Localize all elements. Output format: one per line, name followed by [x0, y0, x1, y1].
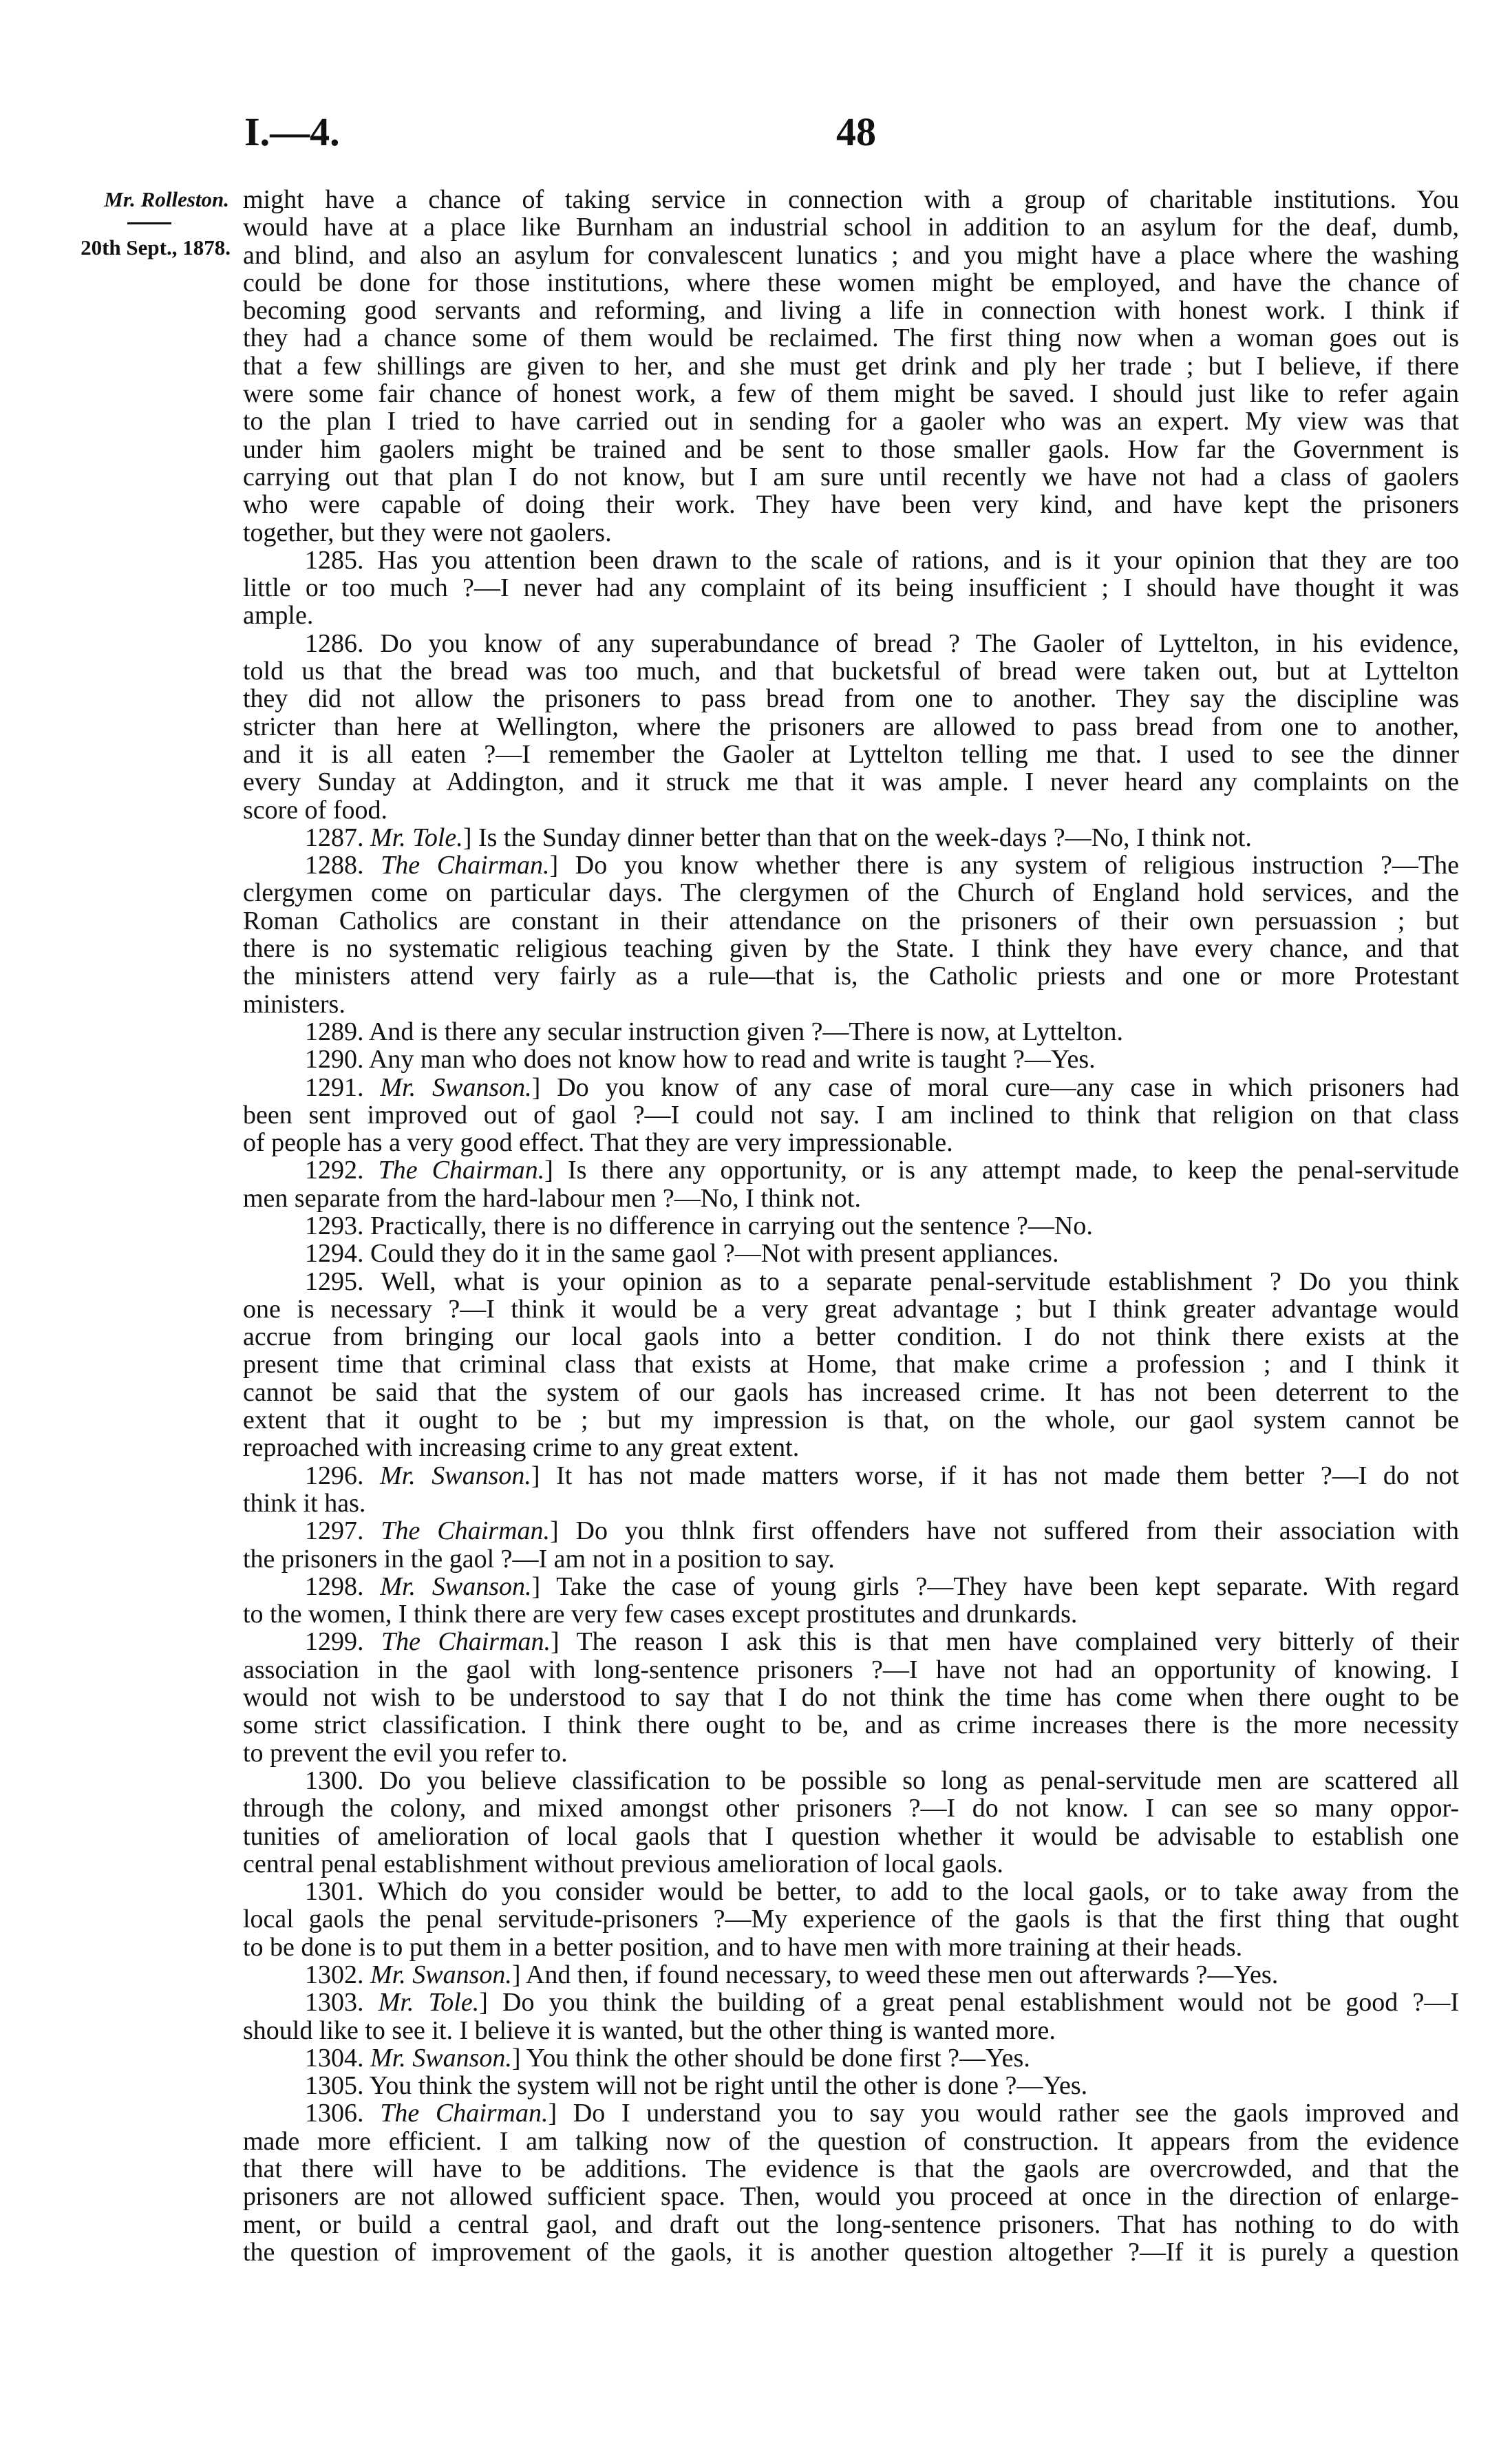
text-line: [243, 1046, 1459, 1073]
text-line: [243, 1434, 1459, 1461]
question-1306: [243, 2099, 1459, 2266]
question-number: 1286.: [305, 629, 364, 658]
text-line: [243, 1074, 1459, 1101]
text-line: [243, 851, 1459, 879]
text-line: [243, 630, 1459, 657]
line-text: prisoners are not allowed sufficient space. Then, would you proceed at once in the direction of enlarge-: [243, 2183, 1459, 2211]
line-text: stricter than here at Wellington, where the prisoners are allowed to pass bread from one to another,: [243, 712, 1459, 741]
line-text: to the women, I think there are very few cases except prostitutes and drunkards.: [243, 1600, 1078, 1629]
line-text: Roman Catholics are constant in their attendance on the prisoners of their own persuassion ; but: [243, 907, 1459, 935]
line-text: ] Do you know of any case of moral cure—any case in which prisoners had: [531, 1073, 1459, 1101]
line-text: ] It has not made matters worse, if it has not made them better ?—I do not: [531, 1461, 1459, 1490]
question-number: 1303.: [305, 1989, 364, 2017]
text-line: [243, 1878, 1459, 1905]
text-line: [243, 602, 1459, 629]
text-line: [243, 1379, 1459, 1406]
question-1285: [243, 547, 1459, 630]
line-text: the prisoners in the gaol ?—I am not in a position to say.: [243, 1545, 835, 1573]
line-text: made more efficient. I am talking now of the question of construction. It appears from the evidence: [243, 2127, 1459, 2156]
line-text: Practically, there is no difference in carrying out the sentence ?—No.: [370, 1211, 1093, 1240]
text-line: [243, 2183, 1459, 2210]
question-1297: [243, 1517, 1459, 1573]
text-line: [243, 1517, 1459, 1545]
text-line: [243, 685, 1459, 712]
text-line: [243, 824, 1459, 851]
line-text: becoming good servants and reforming, and living a life in connection with honest work. I think if: [243, 297, 1459, 325]
margin-date: 20th Sept., 1878.: [81, 235, 231, 259]
question-1287: [243, 824, 1459, 851]
question-number: 1298.: [305, 1572, 364, 1601]
line-text: Could they do it in the same gaol ?—Not with present appliances.: [370, 1240, 1059, 1268]
question-number: 1293.: [305, 1211, 364, 1240]
text-line: [243, 2238, 1459, 2266]
margin-divider: [127, 222, 171, 224]
text-line: [243, 1739, 1459, 1767]
line-text: And is there any secular instruction given ?—There is now, at Lyttelton.: [368, 1017, 1123, 1046]
line-text: ] Do I understand you to say you would rather see the gaols improved and: [548, 2099, 1459, 2128]
line-text: to be done is to put them in a better position, and to have men with more training at their heads.: [243, 1933, 1243, 1961]
text-line: [243, 269, 1459, 297]
question-number: 1288.: [305, 851, 364, 880]
speaker-name: Mr. Swanson.: [380, 1073, 532, 1101]
text-line: [243, 2017, 1459, 2044]
question-number: 1296.: [305, 1461, 364, 1490]
speaker-name: Mr. Swanson.: [370, 2044, 512, 2073]
speaker-name: The Chairman.: [381, 1517, 550, 1545]
text-line: [243, 2072, 1459, 2099]
text-line: [243, 1323, 1459, 1350]
question-number: 1291.: [305, 1073, 364, 1101]
text-line: [243, 352, 1459, 380]
question-number: 1285.: [305, 546, 364, 575]
text-line: [243, 1628, 1459, 1655]
line-text: extent that it ought to be ; but my impression is that, on the whole, our gaol system cannot be: [243, 1406, 1459, 1434]
text-line: [243, 1794, 1459, 1822]
margin-witness-name: Mr. Rolleston.: [104, 187, 229, 211]
line-text: reproached with increasing crime to any great extent.: [243, 1434, 800, 1462]
question-1286: [243, 630, 1459, 824]
text-line: [243, 491, 1459, 518]
line-text: the ministers attend very fairly as a rule—that is, the Catholic priests and one or more Protestant: [243, 962, 1459, 991]
line-text: ] Do you thlnk first offenders have not suffered from their association with: [549, 1517, 1459, 1545]
line-text: there is no systematic religious teaching given by the State. I think they have every chance, and that: [243, 935, 1459, 963]
line-text: under him gaolers might be trained and be sent to those smaller gaols. How far the Government is: [243, 435, 1459, 463]
speaker-name: Mr. Swanson.: [380, 1461, 531, 1490]
speaker-name: The Chairman.: [381, 851, 550, 880]
line-text: Any man who does not know how to read and write is taught ?—Yes.: [368, 1046, 1096, 1074]
document-body: [243, 186, 1459, 2266]
line-text: through the colony, and mixed amongst other prisoners ?—I do not know. I can see so many oppor-: [243, 1794, 1459, 1823]
question-1302: [243, 1961, 1459, 1989]
text-line: [243, 962, 1459, 990]
question-1291: [243, 1074, 1459, 1157]
text-line: [243, 1129, 1459, 1156]
text-line: [243, 242, 1459, 269]
question-1288: [243, 851, 1459, 1018]
line-text: ] Is there any opportunity, or is any attempt made, to keep the penal-servitude: [544, 1156, 1459, 1185]
text-line: [243, 519, 1459, 547]
line-text: Which do you consider would be better, to add to the local gaols, or to take away from the: [377, 1878, 1459, 1906]
text-line: [243, 1600, 1459, 1628]
line-text: would not wish to be understood to say that I do not think the time has come when there ought to be: [243, 1684, 1459, 1712]
text-line: [243, 741, 1459, 768]
line-text: present time that criminal class that exists at Home, that make crime a profession ; and I think it: [243, 1350, 1459, 1379]
question-1303: [243, 1989, 1459, 2044]
line-text: and it is all eaten ?—I remember the Gaoler at Lyttelton telling me that. I used to see the dinner: [243, 740, 1459, 769]
speaker-name: The Chairman.: [381, 1628, 551, 1656]
text-line: [243, 1934, 1459, 1961]
line-text: that a few shillings are given to her, and she must get drink and ply her trade ; but I believe, if there: [243, 352, 1459, 381]
question-number: 1305.: [305, 2072, 364, 2100]
text-line: [243, 1240, 1459, 1267]
text-line: [243, 380, 1459, 407]
text-line: [243, 1823, 1459, 1850]
question-1295: [243, 1268, 1459, 1462]
question-1301: [243, 1878, 1459, 1961]
text-line: [243, 1295, 1459, 1323]
text-line: [243, 407, 1459, 435]
line-text: ment, or build a central gaol, and draft out the long-sentence prisoners. That has nothing to do with: [243, 2210, 1459, 2238]
line-text: accrue from bringing our local gaols into a better condition. I do not think there exists at the: [243, 1323, 1459, 1351]
line-text: could be done for those institutions, where these women might be employed, and have the chance of: [243, 268, 1459, 297]
question-number: 1301.: [305, 1878, 364, 1906]
speaker-name: Mr. Swanson.: [380, 1572, 532, 1601]
question-number: 1292.: [305, 1156, 364, 1185]
question-number: 1295.: [305, 1267, 364, 1295]
speaker-name: Mr. Swanson.: [370, 1961, 512, 1989]
question-1299: [243, 1628, 1459, 1766]
line-text: they did not allow the prisoners to pass bread from one to another. They say the discipline was: [243, 685, 1459, 713]
question-number: 1306.: [305, 2099, 364, 2128]
text-line: [243, 935, 1459, 962]
line-text: local gaols the penal servitude-prisoners ?—My experience of the gaols is that the first thing that ought: [243, 1905, 1459, 1934]
question-1300: [243, 1767, 1459, 1878]
line-text: clergymen come on particular days. The clergymen of the Church of England hold services, and the: [243, 879, 1459, 907]
text-line: [243, 1961, 1459, 1989]
text-line: [243, 796, 1459, 824]
speaker-name: Mr. Tole.: [370, 823, 463, 852]
line-text: Has you attention been drawn to the scale of rations, and is it your opinion that they are too: [377, 546, 1459, 575]
line-text: should like to see it. I believe it is wanted, but the other thing is wanted more.: [243, 2016, 1056, 2044]
text-line: [243, 1101, 1459, 1129]
text-line: [243, 1185, 1459, 1212]
text-line: [243, 879, 1459, 907]
question-1298: [243, 1573, 1459, 1629]
line-text: were some fair chance of honest work, a few of them might be saved. I should just like to refer again: [243, 380, 1459, 408]
speaker-name: Mr. Tole.: [378, 1989, 480, 2017]
text-line: [243, 324, 1459, 352]
text-line: [243, 186, 1459, 213]
text-line: [243, 1018, 1459, 1046]
line-text: ] Take the case of young girls ?—They have been kept separate. With regard: [531, 1572, 1459, 1601]
text-line: [243, 2155, 1459, 2183]
text-line: [243, 297, 1459, 324]
text-line: [243, 1711, 1459, 1739]
line-text: ] Do you think the building of a great penal establishment would not be good ?—I: [479, 1989, 1459, 2017]
text-line: [243, 1905, 1459, 1933]
line-text: would have at a place like Burnham an industrial school in addition to an asylum for the deaf, dumb,: [243, 213, 1459, 242]
line-text: some strict classification. I think there ought to be, and as crime increases there is the more necessity: [243, 1711, 1459, 1739]
text-line: [243, 2211, 1459, 2238]
text-line: [243, 1656, 1459, 1684]
line-text: ] And then, if found necessary, to weed these men out afterwards ?—Yes.: [511, 1961, 1279, 1989]
line-text: the question of improvement of the gaols, it is another question altogether ?—If it is purely a question: [243, 2238, 1459, 2267]
text-line: [243, 1490, 1459, 1517]
line-text: ] Is the Sunday dinner better than that on the week-days ?—No, I think not.: [462, 823, 1252, 852]
paragraph-continued: [243, 186, 1459, 547]
line-text: been sent improved out of gaol ?—I could not say. I am inclined to think that religion on that class: [243, 1101, 1459, 1130]
line-text: association in the gaol with long-sentence prisoners ?—I have not had an opportunity of knowing. I: [243, 1655, 1459, 1684]
question-1293: [243, 1212, 1459, 1240]
text-line: [243, 2099, 1459, 2127]
question-1305: [243, 2072, 1459, 2099]
text-line: [243, 1989, 1459, 2016]
question-1292: [243, 1156, 1459, 1212]
line-text: men separate from the hard-labour men ?—No, I think not.: [243, 1184, 861, 1212]
text-line: [243, 907, 1459, 935]
line-text: every Sunday at Addington, and it struck me that it was ample. I never heard any complaints on the: [243, 768, 1459, 796]
text-line: [243, 991, 1459, 1018]
line-text: carrying out that plan I do not know, but I am sure until recently we have not had a class of gaolers: [243, 463, 1459, 491]
line-text: ] The reason I ask this is that men have complained very bitterly of their: [551, 1628, 1459, 1656]
line-text: think it has.: [243, 1489, 366, 1518]
line-text: who were capable of doing their work. They have been very kind, and have kept the prisoners: [243, 491, 1459, 519]
line-text: ] Do you know whether there is any system of religious instruction ?—The: [549, 851, 1459, 880]
question-1304: [243, 2044, 1459, 2072]
text-line: [243, 1545, 1459, 1573]
question-number: 1294.: [305, 1240, 364, 1268]
line-text: to prevent the evil you refer to.: [243, 1739, 568, 1767]
text-line: [243, 1462, 1459, 1490]
text-line: [243, 1268, 1459, 1295]
text-line: [243, 1212, 1459, 1240]
question-number: 1300.: [305, 1766, 364, 1795]
line-text: ample.: [243, 602, 314, 630]
text-line: [243, 1350, 1459, 1378]
text-line: [243, 1156, 1459, 1184]
page-number: 48: [836, 109, 876, 154]
line-text: that there will have to be additions. The evidence is that the gaols are overcrowded, and that the: [243, 2155, 1459, 2183]
line-text: ] You think the other should be done first ?—Yes.: [511, 2044, 1030, 2073]
text-line: [243, 436, 1459, 463]
line-text: one is necessary ?—I think it would be a very great advantage ; but I think greater advantage would: [243, 1295, 1459, 1324]
question-1289: [243, 1018, 1459, 1046]
question-number: 1302.: [305, 1961, 364, 1989]
line-text: and blind, and also an asylum for convalescent lunatics ; and you might have a place where the washing: [243, 241, 1459, 269]
text-line: [243, 657, 1459, 685]
line-text: Well, what is your opinion as to a separate penal-servitude establishment ? Do you think: [381, 1267, 1459, 1295]
question-1296: [243, 1462, 1459, 1518]
text-line: [243, 213, 1459, 241]
question-number: 1289.: [305, 1017, 364, 1046]
line-text: score of food.: [243, 796, 387, 824]
line-text: together, but they were not gaolers.: [243, 518, 612, 547]
question-number: 1299.: [305, 1628, 364, 1656]
text-line: [243, 713, 1459, 741]
text-line: [243, 1684, 1459, 1711]
line-text: of people has a very good effect. That they are very impressionable.: [243, 1129, 953, 1157]
text-line: [243, 1406, 1459, 1434]
line-text: to the plan I tried to have carried out in sending for a gaoler who was an expert. My view was that: [243, 407, 1459, 436]
line-text: ministers.: [243, 990, 345, 1018]
text-line: [243, 574, 1459, 602]
line-text: tunities of amelioration of local gaols that I question whether it would be advisable to establish one: [243, 1822, 1459, 1850]
text-line: [243, 768, 1459, 796]
line-text: they had a chance some of them would be reclaimed. The first thing now when a woman goes out is: [243, 324, 1459, 352]
question-number: 1297.: [305, 1517, 364, 1545]
text-line: [243, 1573, 1459, 1600]
line-text: might have a chance of taking service in connection with a group of charitable institutions. You: [243, 186, 1459, 214]
line-text: little or too much ?—I never had any complaint of its being insufficient ; I should have thought it was: [243, 574, 1459, 602]
section-reference: I.—4.: [244, 109, 340, 154]
question-1290: [243, 1046, 1459, 1073]
question-number: 1304.: [305, 2044, 364, 2073]
line-text: cannot be said that the system of our gaols has increased crime. It has not been deterrent to the: [243, 1378, 1459, 1407]
line-text: central penal establishment without previous amelioration of local gaols.: [243, 1850, 1003, 1878]
line-text: Do you know of any superabundance of bread ? The Gaoler of Lyttelton, in his evidence,: [380, 629, 1459, 658]
text-line: [243, 547, 1459, 574]
line-text: You think the system will not be right until the other is done ?—Yes.: [369, 2072, 1088, 2100]
line-text: told us that the bread was too much, and that bucketsful of bread were taken out, but at Lyttelton: [243, 657, 1459, 686]
speaker-name: The Chairman.: [378, 1156, 545, 1185]
speaker-name: The Chairman.: [380, 2099, 549, 2128]
question-1294: [243, 1240, 1459, 1267]
text-line: [243, 2044, 1459, 2072]
question-number: 1290.: [305, 1046, 364, 1074]
line-text: Do you believe classification to be possible so long as penal-servitude men are scattered all: [379, 1766, 1459, 1795]
text-line: [243, 2128, 1459, 2155]
text-line: [243, 463, 1459, 491]
text-line: [243, 1767, 1459, 1794]
text-line: [243, 1850, 1459, 1878]
question-number: 1287.: [305, 823, 364, 852]
